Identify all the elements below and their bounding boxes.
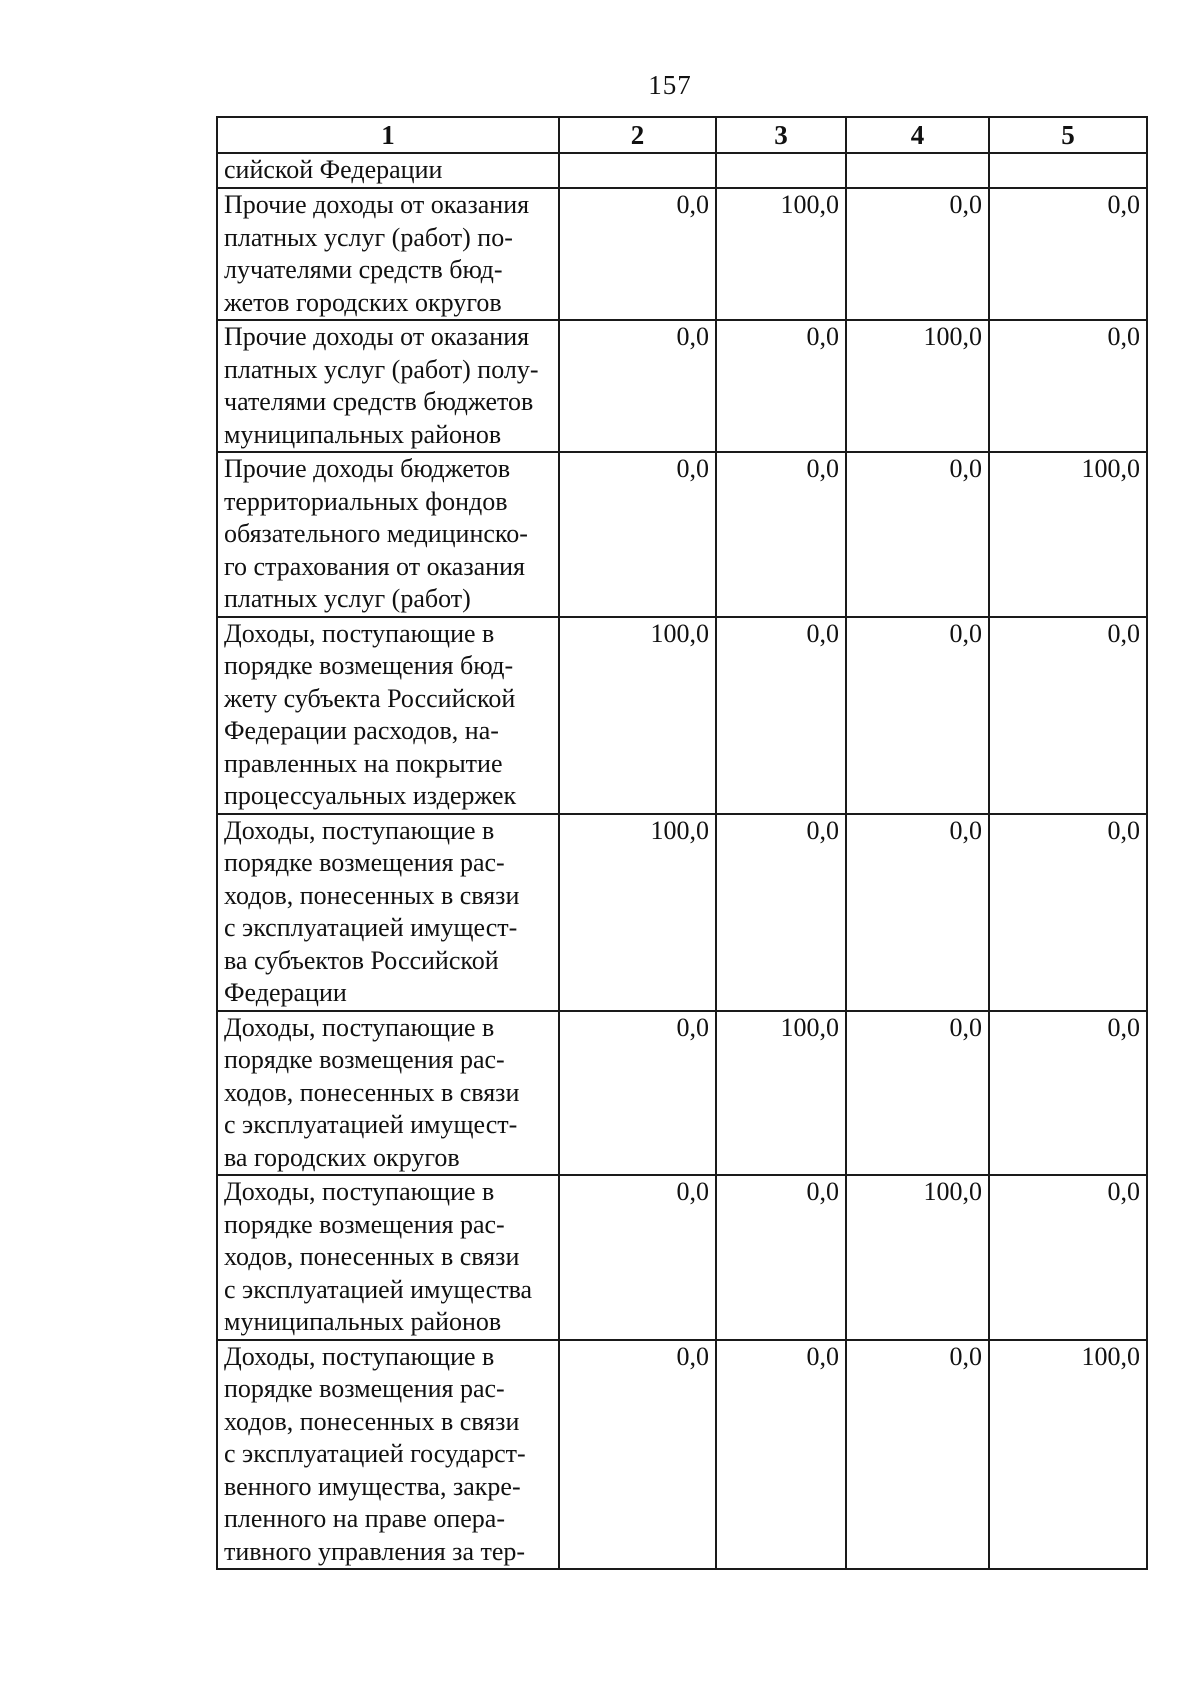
table-row bbox=[217, 452, 1147, 617]
column-header-5: 5 bbox=[989, 117, 1147, 153]
value-cell-col2 bbox=[559, 153, 716, 188]
value-cell-col4: 0,0 bbox=[846, 814, 989, 1011]
value-cell-col2: 0,0 bbox=[559, 1175, 716, 1340]
value-cell-col5: 100,0 bbox=[989, 452, 1147, 617]
value-cell-col4: 0,0 bbox=[846, 1340, 989, 1570]
row-name-cell: Прочие доходы от оказания платных услуг (работ) по- лучателями средств бюд- жетов городских округов bbox=[217, 188, 559, 320]
table-row bbox=[217, 188, 1147, 320]
row-name-cell: Доходы, поступающие в порядке возмещения рас- ходов, понесенных в связи с эксплуатацией имущества муниципальных районов bbox=[217, 1175, 559, 1340]
value-cell-col3: 0,0 bbox=[716, 1340, 846, 1570]
column-header-2: 2 bbox=[559, 117, 716, 153]
row-name-cell: Доходы, поступающие в порядке возмещения рас- ходов, понесенных в связи с эксплуатацией имущест- ва субъектов Российской Федерации bbox=[217, 814, 559, 1011]
value-cell-col5: 0,0 bbox=[989, 188, 1147, 320]
value-cell-col4: 0,0 bbox=[846, 188, 989, 320]
table-row bbox=[217, 1175, 1147, 1340]
value-cell-col4: 0,0 bbox=[846, 1011, 989, 1176]
revenue-distribution-table bbox=[216, 116, 1148, 1570]
value-cell-col3: 0,0 bbox=[716, 617, 846, 814]
value-cell-col4: 0,0 bbox=[846, 617, 989, 814]
row-name-cell: сийской Федерации bbox=[217, 153, 559, 188]
value-cell-col2: 0,0 bbox=[559, 188, 716, 320]
value-cell-col3: 0,0 bbox=[716, 452, 846, 617]
value-cell-col4: 100,0 bbox=[846, 1175, 989, 1340]
value-cell-col4: 0,0 bbox=[846, 452, 989, 617]
value-cell-col5: 0,0 bbox=[989, 617, 1147, 814]
value-cell-col5: 0,0 bbox=[989, 814, 1147, 1011]
row-name-cell: Прочие доходы бюджетов территориальных фондов обязательного медицинско- го страхования от оказания платных услуг (работ) bbox=[217, 452, 559, 617]
row-name-cell: Доходы, поступающие в порядке возмещения бюд- жету субъекта Российской Федерации расходов, на- правленных на покрытие процессуальных издержек bbox=[217, 617, 559, 814]
table-row bbox=[217, 814, 1147, 1011]
table-row bbox=[217, 153, 1147, 188]
row-name-cell: Доходы, поступающие в порядке возмещения рас- ходов, понесенных в связи с эксплуатацией имущест- ва городских округов bbox=[217, 1011, 559, 1176]
value-cell-col3: 0,0 bbox=[716, 320, 846, 452]
value-cell-col5: 100,0 bbox=[989, 1340, 1147, 1570]
value-cell-col2: 100,0 bbox=[559, 617, 716, 814]
value-cell-col2: 100,0 bbox=[559, 814, 716, 1011]
row-name-cell: Доходы, поступающие в порядке возмещения рас- ходов, понесенных в связи с эксплуатацией государст- венного имущества, закре- пленного на праве опера- тивного управления за тер- bbox=[217, 1340, 559, 1570]
value-cell-col4: 100,0 bbox=[846, 320, 989, 452]
table-row bbox=[217, 320, 1147, 452]
value-cell-col3: 0,0 bbox=[716, 814, 846, 1011]
value-cell-col2: 0,0 bbox=[559, 452, 716, 617]
value-cell-col3: 0,0 bbox=[716, 1175, 846, 1340]
value-cell-col5: 0,0 bbox=[989, 320, 1147, 452]
value-cell-col3: 100,0 bbox=[716, 188, 846, 320]
value-cell-col2: 0,0 bbox=[559, 320, 716, 452]
row-name-cell: Прочие доходы от оказания платных услуг (работ) полу- чателями средств бюджетов муниципальных районов bbox=[217, 320, 559, 452]
value-cell-col4 bbox=[846, 153, 989, 188]
page-number: 157 bbox=[648, 70, 692, 100]
table-row bbox=[217, 1340, 1147, 1570]
value-cell-col5: 0,0 bbox=[989, 1175, 1147, 1340]
table-row bbox=[217, 617, 1147, 814]
value-cell-col5 bbox=[989, 153, 1147, 188]
column-header-4: 4 bbox=[846, 117, 989, 153]
value-cell-col3 bbox=[716, 153, 846, 188]
table-row bbox=[217, 1011, 1147, 1176]
column-header-1: 1 bbox=[217, 117, 559, 153]
value-cell-col2: 0,0 bbox=[559, 1011, 716, 1176]
column-header-3: 3 bbox=[716, 117, 846, 153]
value-cell-col5: 0,0 bbox=[989, 1011, 1147, 1176]
value-cell-col3: 100,0 bbox=[716, 1011, 846, 1176]
table-header-row bbox=[217, 117, 1147, 153]
value-cell-col2: 0,0 bbox=[559, 1340, 716, 1570]
